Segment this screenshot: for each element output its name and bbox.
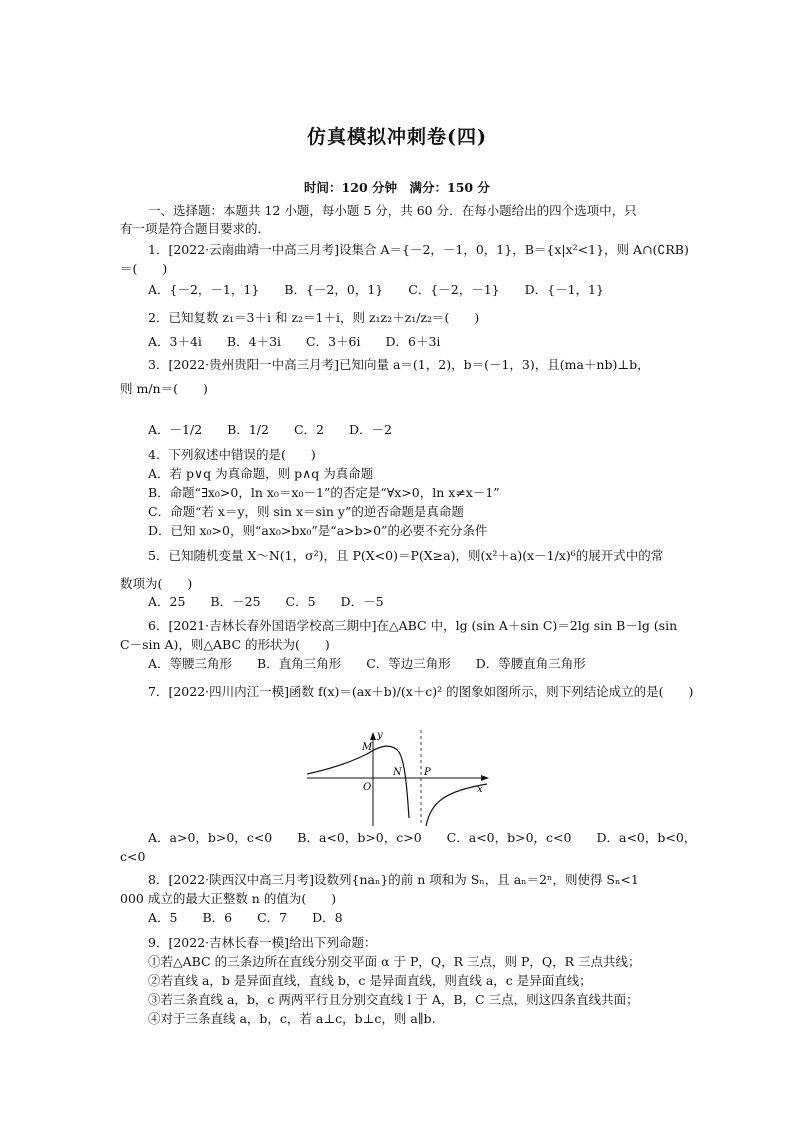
question-4-option-d: D．已知 x₀>0，则“ax₀>bx₀”是“a>b>0”的必要不充分条件	[148, 523, 488, 538]
question-5: 5．已知随机变量 X～N(1，σ²)，且 P(X<0)＝P(X≥a)，则(x²＋a)(x－1/x)⁶的展开式中的常	[148, 548, 664, 563]
question-8-options: A．5 B．6 C．7 D．8	[148, 910, 343, 925]
page-title: 仿真模拟冲刺卷(四)	[307, 126, 487, 148]
question-4-option-a: A．若 p∨q 为真命题，则 p∧q 为真命题	[148, 466, 374, 481]
question-5-cont: 数项为( )	[120, 576, 193, 591]
question-6-cont: C－sin A)，则△ABC 的形状为( )	[120, 637, 330, 652]
question-3-options: A．－1/2 B．1/2 C．2 D．－2	[148, 422, 392, 437]
label-x: x	[477, 784, 483, 795]
label-p: P	[424, 767, 431, 778]
question-4-option-c: C．命题“若 x＝y，则 sin x＝sin y”的逆否命题是真命题	[148, 504, 464, 519]
y-axis-arrow	[370, 732, 376, 740]
question-1: 1．[2022·云南曲靖一中高三月考]设集合 A＝{－2，－1，0，1}，B＝{x|x²<1}，则 A∩(∁RB)	[148, 242, 689, 257]
question-8: 8．[2022·陕西汉中高三月考]设数列{naₙ}的前 n 项和为 Sₙ，且 aₙ＝2ⁿ，则使得 Sₙ<1	[148, 872, 639, 887]
section-heading: 一、选择题：本题共 12 小题，每小题 5 分，共 60 分．在每小题给出的四个选项中，只	[148, 203, 637, 218]
question-9-item-2: ②若直线 a，b 是异面直线，直线 b，c 是异面直线，则直线 a，c 是异面直线；	[148, 973, 592, 988]
question-6-options: A．等腰三角形 B．直角三角形 C．等边三角形 D．等腰直角三角形	[148, 656, 586, 671]
label-y: y	[377, 730, 383, 741]
question-7: 7．[2022·四川内江一模]函数 f(x)＝(ax＋b)/(x＋c)² 的图象如图所示，则下列结论成立的是( )	[148, 684, 694, 699]
question-2-options: A．3＋4i B．4＋3i C．3＋6i D．6＋3i	[148, 334, 441, 349]
question-6: 6．[2021·吉林长春外国语学校高三期中]在△ABC 中，lg (sin A＋sin C)＝2lg sin B－lg (sin	[148, 618, 678, 633]
question-3: 3．[2022·贵州贵阳一中高三月考]已知向量 a＝(1，2)，b＝(－1，3)，且(ma＋nb)⊥b，	[148, 357, 650, 372]
question-9-item-4: ④对于三条直线 a，b，c，若 a⊥c，b⊥c，则 a∥b.	[148, 1011, 436, 1026]
question-7-options: A．a>0，b>0，c<0 B．a<0，b>0，c>0 C．a<0，b>0，c<0 D．a<0，b<0，	[148, 830, 697, 845]
x-axis-arrow	[481, 775, 489, 781]
question-9: 9．[2022·吉林长春一模]给出下列命题：	[148, 935, 377, 950]
question-8-cont: 000 成立的最大正整数 n 的值为( )	[120, 891, 337, 906]
label-m: M	[362, 742, 373, 753]
section-heading-cont: 有一项是符合题目要求的．	[120, 221, 271, 236]
question-4-option-b: B．命题“∃x₀>0，ln x₀＝x₀－1”的否定是“∀x>0，ln x≠x－1”	[148, 485, 500, 500]
label-o: O	[363, 782, 372, 793]
label-n: N	[393, 767, 402, 778]
question-1-options: A．{－2，－1，1} B．{－2，0，1} C．{－2，－1} D．{－1，1}	[148, 282, 604, 297]
question-2: 2．已知复数 z₁＝3＋i 和 z₂＝1＋i，则 z₁z₂＋z₁/z₂＝( )	[148, 310, 480, 325]
question-1-cont: ＝( )	[120, 261, 168, 276]
question-7-options-cont: c<0	[120, 849, 146, 864]
question-3-cont: 则 m/n＝( )	[120, 381, 208, 396]
question-9-item-3: ③若三条直线 a，b，c 两两平行且分别交直线 l 于 A，B，C 三点，则这四条直线共面；	[148, 992, 639, 1007]
question-5-options: A．25 B．－25 C．5 D．－5	[148, 594, 384, 609]
question-9-item-1: ①若△ABC 的三条边所在直线分别交平面 α 于 P，Q，R 三点，则 P，Q，R 三点共线；	[148, 954, 641, 969]
curve-left-branch	[307, 746, 409, 818]
function-graph	[305, 728, 495, 828]
exam-meta: 时间：120 分钟 满分：150 分	[304, 180, 490, 195]
question-4: 4．下列叙述中错误的是( )	[148, 447, 316, 462]
